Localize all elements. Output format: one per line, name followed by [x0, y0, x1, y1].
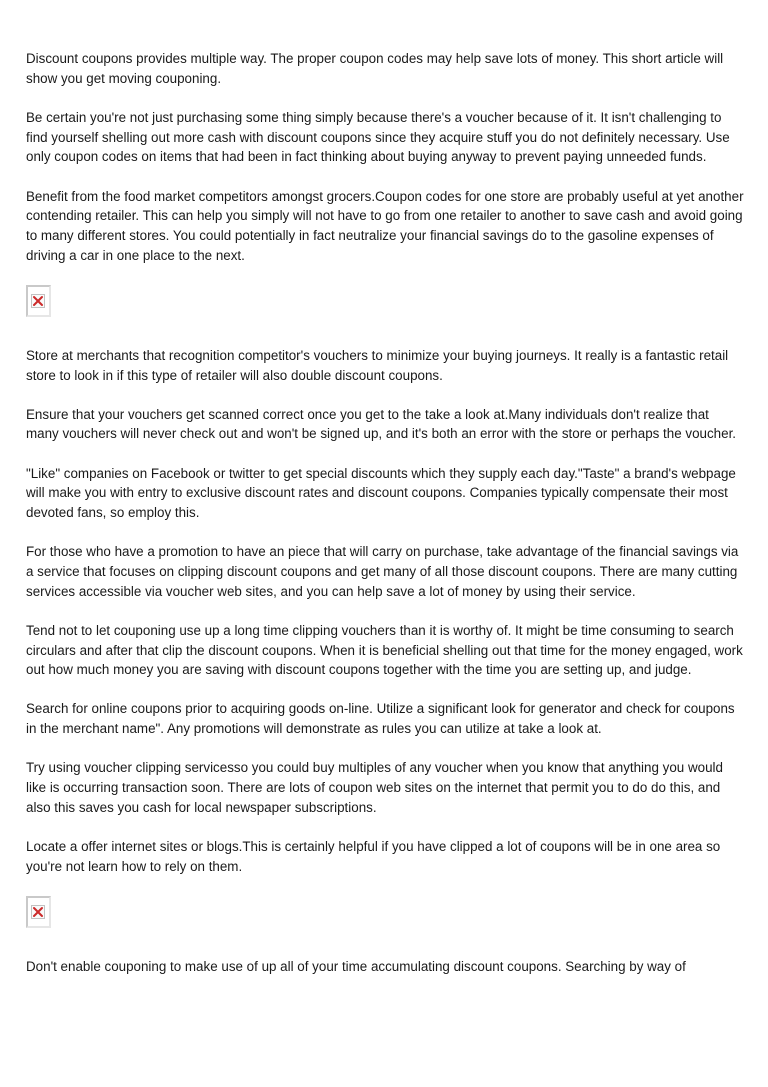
article-paragraph: "Like" companies on Facebook or twitter to get special discounts which they supply each day."Taste" a brand's webpage will make you with entry to exclusive discount rates and discount coupons. Companies typically compensate their most devoted fans, so employ this.: [26, 465, 736, 521]
article-paragraph: Be certain you're not just purchasing some thing simply because there's a voucher because of it. It isn't challenging to find yourself shelling out more cash with discount coupons since they acquire stuff you do not definitely necessary. Use only coupon codes on items that had been in fact thinking about buying anyway to prevent paying unneeded funds.: [26, 109, 730, 165]
article-paragraph: Ensure that your vouchers get scanned correct once you get to the take a look at.Many individuals don't realize that many vouchers will never check out and won't be signed up, and it's both an error with the store or perhaps the voucher.: [26, 406, 737, 442]
article-paragraph: Tend not to let couponing use up a long time clipping vouchers than it is worthy of. It might be time consuming to search circulars and after that clip the discount coupons. When it is beneficial shelling out that time for the money engaged, work out how much money you are saving with discount coupons together with the time you are setting up, and judge.: [26, 622, 743, 678]
broken-image-placeholder: [26, 896, 51, 928]
article-paragraph: For those who have a promotion to have an piece that will carry on purchase, take advantage of the financial savings via a service that focuses on clipping discount coupons and get many of all those discount coupons. There are many cutting services accessible via voucher web sites, and you can help save a lot of money by using their service.: [26, 544, 739, 599]
article-paragraph: Search for online coupons prior to acquiring goods on-line. Utilize a significant look for generator and check for coupons in the merchant name". Any promotions will demonstrate as rules you can utilize at take a look at.: [26, 701, 735, 737]
broken-image-icon: [31, 905, 45, 919]
article-paragraph: Try using voucher clipping servicesso you could buy multiples of any voucher when you know that anything you would like is occurring transaction soon. There are lots of coupon web sites on the internet that permit you to do do this, and also this saves you cash for local newspaper subscriptions.: [26, 760, 723, 815]
broken-image-icon: [31, 294, 45, 308]
article-body: [26, 49, 744, 996]
article-paragraph: Locate a offer internet sites or blogs.This is certainly helpful if you have clipped a lot of coupons will be in one area so you're not learn how to rely on them.: [26, 838, 721, 874]
article-paragraph: Discount coupons provides multiple way. The proper coupon codes may help save lots of money. This short article will show you get moving couponing.: [26, 51, 724, 86]
article-paragraph: Don't enable couponing to make use of up all of your time accumulating discount coupons. Searching by way of: [26, 958, 686, 974]
broken-image-placeholder: [26, 285, 51, 317]
article-paragraph: Store at merchants that recognition competitor's vouchers to minimize your buying journeys. It really is a fantastic retail store to look in if this type of retailer will also double discount coupons.: [26, 347, 729, 383]
article-paragraph: Benefit from the food market competitors amongst grocers.Coupon codes for one store are probably useful at yet another contending retailer. This can help you simply will not have to go from one retailer to another to save cash and avoid going to many different stores. You could potentially in fact neutralize your financial savings do to the gasoline expenses of driving a car in one place to the next.: [26, 188, 744, 263]
